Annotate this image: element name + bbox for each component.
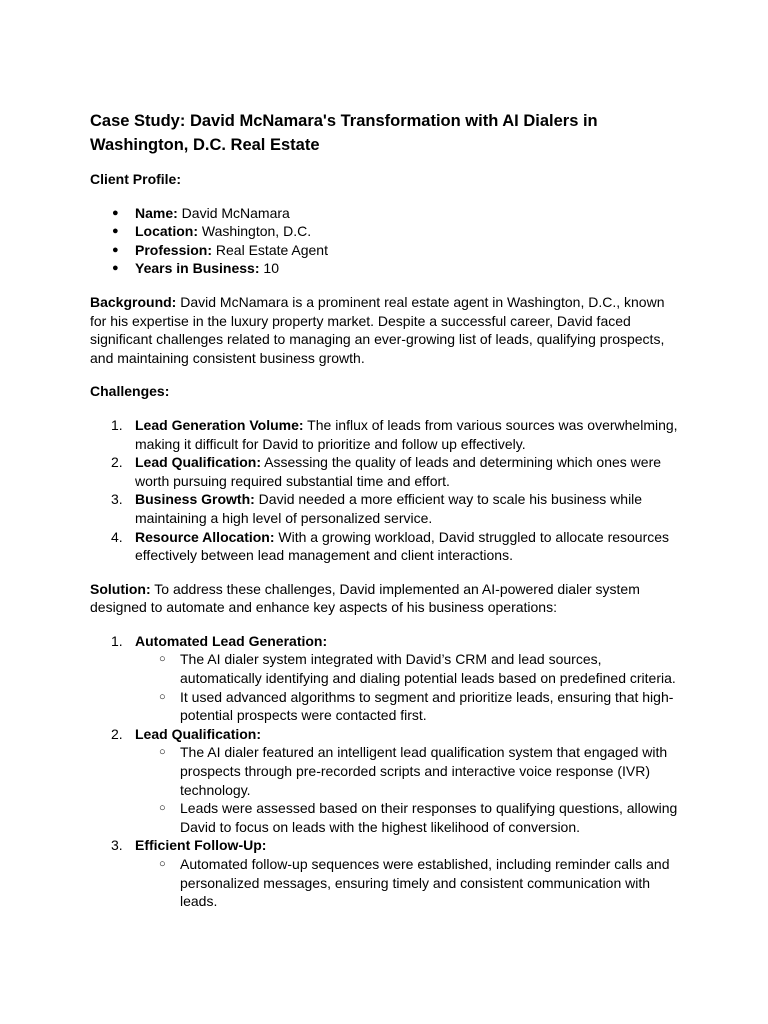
list-number: 2. [111,725,123,742]
list-number: 3. [111,837,123,854]
sub-list-item [135,799,680,836]
circle-bullet-icon: ○ [159,653,166,666]
challenge-label: Resource Allocation: [135,528,275,545]
profile-value: David McNamara [177,204,290,221]
list-item [90,725,680,837]
background-label: Background: [90,293,177,310]
bullet-icon: ● [112,225,119,238]
list-item [90,632,680,725]
profile-label: Profession: [135,241,213,258]
circle-bullet-icon: ○ [159,746,166,759]
profile-label: Location: [135,223,198,240]
list-item [90,259,680,278]
sub-item-text: Automated follow-up sequences were established, including reminder calls and personalized messages, ensuring timely and consistent communication with leads. [180,856,670,910]
challenges-heading: Challenges: [90,383,170,400]
challenge-text: David needed a more efficient way to scale his business while maintaining a high level of personalized service. [135,491,643,526]
list-number: 2. [111,454,123,471]
profile-label: Name: [135,204,178,221]
list-item [90,836,680,910]
document-page [90,110,680,926]
client-profile-heading: Client Profile: [90,171,182,187]
sub-item-text: Leads were assessed based on their responses to qualifying questions, allowing David to focus on leads with the highest likelihood of conversion. [180,800,678,835]
sub-item-text: It used advanced algorithms to segment and prioritize leads, ensuring that high-potential prospects were contacted first. [180,688,674,724]
solution-list [90,632,680,911]
solution-label: Solution: [90,580,151,597]
sub-list-item [135,688,680,725]
circle-bullet-icon: ○ [159,858,166,870]
challenges-list [90,416,680,565]
profile-value: Real Estate Agent [212,241,328,258]
list-item [90,453,680,490]
list-number: 1. [111,416,123,433]
challenge-label: Lead Generation Volume: [135,416,304,433]
list-number: 3. [111,491,123,508]
list-item [90,204,680,223]
solution-item-label: Efficient Follow-Up: [135,837,267,854]
page-title: Case Study: David McNamara's Transformation with AI Dialers in Washington, D.C. Real Estate [90,112,598,154]
background-text: David McNamara is a prominent real estate agent in Washington, D.C., known for his expertise in the luxury property market. Despite a successful career, David faced significant challenges related to managing an ever-growing list of leads, qualifying prospects, and maintaining consistent business growth. [90,293,665,366]
solution-paragraph [90,580,680,617]
profile-label: Years in Business: [135,260,260,277]
sub-list-item [135,650,680,687]
list-item [90,528,680,565]
list-item [90,490,680,527]
profile-value: Washington, D.C. [198,223,312,240]
list-number: 4. [111,528,123,545]
sub-list-item [135,855,680,911]
sub-list [135,743,680,836]
list-item [90,222,680,241]
list-item [90,241,680,260]
bullet-icon: ● [112,206,119,219]
solution-item-label: Lead Qualification: [135,725,262,742]
challenge-text: With a growing workload, David struggled to allocate resources effectively between lead management and client interactions. [135,528,670,564]
sub-item-text: The AI dialer system integrated with David’s CRM and lead sources, automatically identifying and dialing potential leads based on predefined criteria. [180,651,676,687]
circle-bullet-icon: ○ [159,802,166,815]
list-number: 1. [111,632,123,649]
challenge-text: The influx of leads from various sources was overwhelming, making it difficult for David to prioritize and follow up effectively. [135,416,678,452]
solution-text: To address these challenges, David implemented an AI-powered dialer system designed to automate and enhance key aspects of his business operations: [90,580,640,616]
profile-value: 10 [259,260,279,277]
circle-bullet-icon: ○ [159,690,166,703]
solution-item-label: Automated Lead Generation: [135,632,328,649]
client-profile-list [90,204,680,278]
sub-list [135,855,680,911]
sub-list-item [135,743,680,799]
sub-item-text: The AI dialer featured an intelligent lead qualification system that engaged with prospects through pre-recorded scripts and interactive voice response (IVR) technology. [180,744,668,798]
list-item [90,416,680,453]
challenge-text: Assessing the quality of leads and determining which ones were worth pursuing required substantial time and effort. [135,454,662,489]
challenge-label: Business Growth: [135,491,255,508]
background-paragraph [90,293,680,367]
challenge-label: Lead Qualification: [135,454,262,471]
sub-list [135,650,680,724]
bullet-icon: ● [112,243,119,256]
bullet-icon: ● [112,262,119,275]
